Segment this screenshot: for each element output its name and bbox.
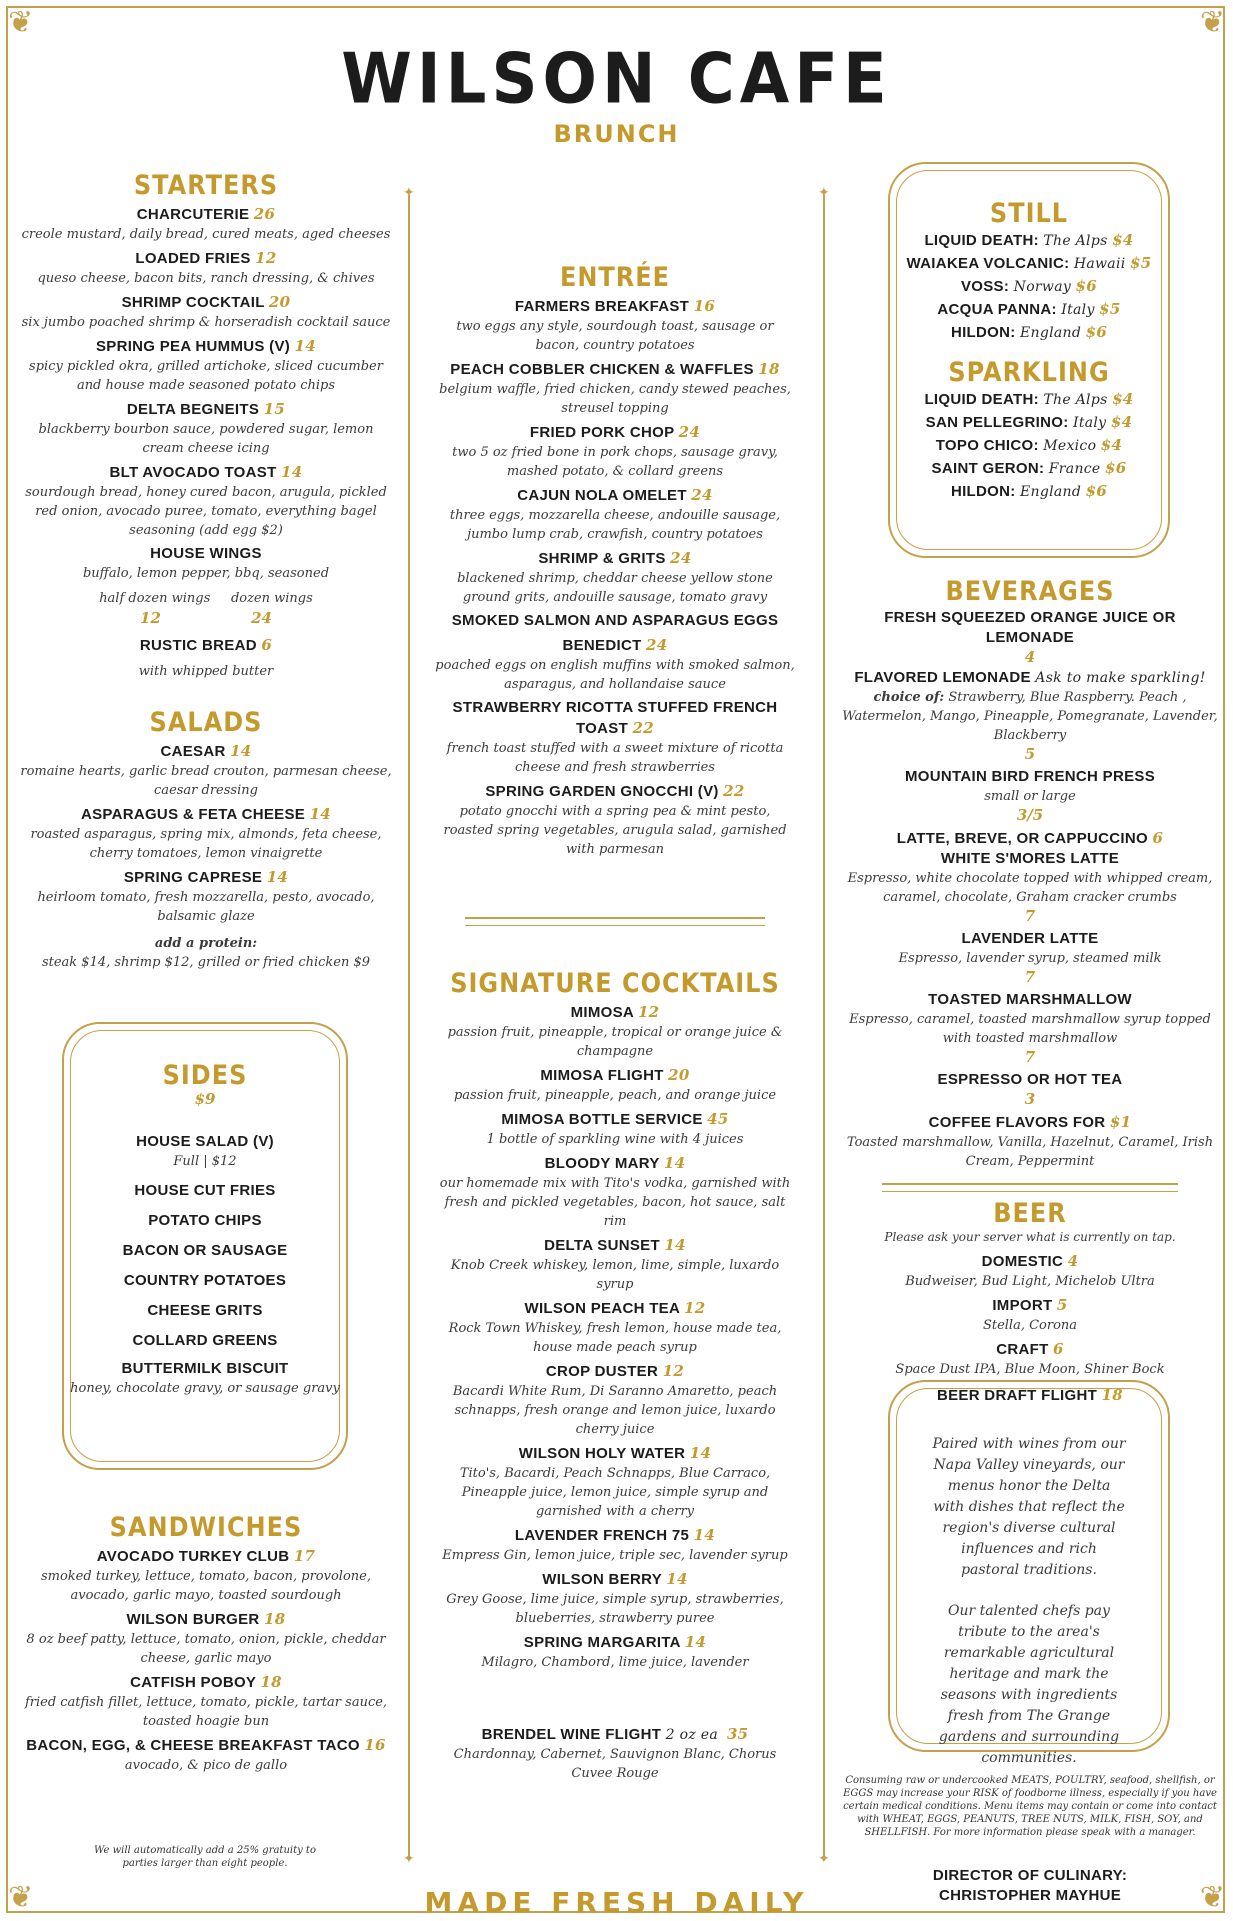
menu-item-label: SPRING PEA HUMMUS (V)	[95, 338, 291, 355]
menu-item-desc: poached eggs on english muffins with smoked salmon, asparagus, and hollandaise sauce	[435, 658, 795, 692]
menu-item-price: 7	[1024, 907, 1036, 925]
menu-item-desc: small or large	[984, 789, 1076, 804]
starters-list	[16, 204, 396, 583]
menu-item-name	[435, 1109, 795, 1130]
menu-item-label: CAJUN NOLA OMELET	[517, 487, 687, 504]
water-name: SAN PELLEGRINO:	[925, 414, 1069, 431]
menu-item-desc: heirloom tomato, fresh mozzarella, pesto, avocado, balsamic glaze	[37, 890, 375, 924]
menu-item-desc: Empress Gin, lemon juice, triple sec, lavender syrup	[442, 1548, 788, 1563]
menu-item-desc: Tito's, Bacardi, Peach Schnapps, Blue Carraco, Pineapple juice, lemon juice, simple syrup and garnished with a cherry	[459, 1466, 771, 1519]
menu-item-price: 15	[263, 400, 286, 418]
menu-item-price: 14	[309, 805, 332, 823]
menu-item-name	[435, 485, 795, 506]
menu-item-label: CHARCUTERIE	[136, 206, 250, 223]
entree-list	[435, 296, 795, 859]
menu-item-price: 20	[668, 1066, 690, 1084]
lemonade-note: Ask to make sparkling!	[1035, 670, 1206, 686]
menu-item-name	[16, 1672, 396, 1693]
water-item	[890, 435, 1168, 456]
menu-item-label: BENEDICT	[562, 637, 642, 654]
water-name: WAIAKEA VOLCANIC:	[906, 255, 1070, 272]
sandwiches-list	[16, 1546, 396, 1775]
water-origin: Italy	[1072, 415, 1107, 431]
menu-item-name	[16, 741, 396, 762]
menu-item-desc: buffalo, lemon pepper, bbq, seasoned	[82, 566, 330, 581]
menu-item-desc: Budweiser, Bud Light, Michelob Ultra	[905, 1274, 1155, 1289]
cafe-title: WILSON CAFE	[341, 40, 892, 120]
water-name: LIQUID DEATH:	[924, 232, 1039, 249]
water-frame	[888, 162, 1170, 558]
menu-item-label: DELTA BEGNEITS	[126, 401, 260, 418]
menu-item-price: 14	[281, 463, 303, 481]
menu-item-name	[435, 1153, 795, 1174]
sides-list	[64, 1181, 346, 1351]
wine-price: 35	[726, 1725, 749, 1743]
water-item	[890, 412, 1168, 433]
menu-item-desc: Grey Goose, lime juice, simple syrup, strawberries, blueberries, strawberry puree	[446, 1592, 784, 1626]
menu-item-desc: Espresso, white chocolate topped with whipped cream, caramel, chocolate, Graham cracker crumbs	[847, 871, 1213, 905]
menu-item-desc: Espresso, caramel, toasted marshmallow syrup topped with toasted marshmallow	[849, 1012, 1211, 1046]
menu-item-label: HOUSE WINGS	[150, 545, 262, 562]
menu-item-price: 12	[684, 1299, 706, 1317]
water-price: $5	[1129, 254, 1152, 272]
menu-item-label: SPRING CAPRESE	[123, 869, 263, 886]
divider-tip-icon: ✦	[403, 185, 415, 201]
allergen-disclaimer: Consuming raw or undercooked MEATS, POULTRY, seafood, shellfish, or EGGS may increase your RISK of foodborne illness, especially if you have certain medical conditions. Menu items may contain or come into contact with WHEAT, EGGS, PEANUTS, TREE NUTS, MILK, FISH, SOY, and SHELLFISH. For more information please speak with a manager.	[843, 1775, 1217, 1838]
water-item	[890, 230, 1168, 251]
menu-item-price: 7	[1024, 1048, 1036, 1066]
menu-item-price: 20	[268, 293, 291, 311]
menu-item-price: 24	[646, 636, 668, 654]
menu-item-name	[16, 1546, 396, 1567]
menu-item-label: LOADED FRIES	[135, 250, 251, 267]
menu-item-name: TOASTED MARSHMALLOW	[928, 991, 1132, 1008]
section-title-sparkling: SPARKLING	[948, 356, 1110, 388]
sides-frame	[62, 1022, 348, 1470]
menu-item-desc: Toasted marshmallow, Vanilla, Hazelnut, Caramel, Irish Cream, Peppermint	[846, 1135, 1214, 1169]
divider-tip-icon: ✦	[818, 1851, 830, 1867]
divider-tip-icon: ✦	[818, 185, 830, 201]
section-title-still: STILL	[989, 197, 1069, 229]
menu-item-label: WILSON BURGER	[126, 1611, 260, 1628]
water-origin: Hawaii	[1073, 256, 1126, 272]
menu-item-price: 17	[293, 1547, 316, 1565]
menu-item-price: 12	[255, 249, 277, 267]
menu-item-desc: Knob Creek whiskey, lemon, lime, simple, luxardo syrup	[450, 1258, 780, 1292]
menu-item-price: 4	[1067, 1252, 1079, 1270]
salads-list	[16, 741, 396, 926]
dozen-label: dozen wings	[230, 591, 313, 606]
middle-column	[435, 262, 795, 1783]
corner-ornament-icon: ❦	[1199, 5, 1225, 40]
menu-item-price: 45	[707, 1110, 729, 1128]
water-item	[890, 389, 1168, 410]
menu-item-name: LAVENDER LATTE	[961, 930, 1099, 947]
menu-item-name	[435, 635, 795, 656]
wine-desc: Chardonnay, Cabernet, Sauvignon Blanc, Chorus Cuvee Rouge	[453, 1747, 777, 1781]
menu-item-label: BACON, EGG, & CHEESE BREAKFAST TACO	[26, 1737, 360, 1754]
menu-item-name	[16, 804, 396, 825]
menu-item-label: MIMOSA BOTTLE SERVICE	[501, 1111, 703, 1128]
water-price: $4	[1112, 231, 1134, 249]
cocktails-list	[435, 1002, 795, 1672]
menu-item-name: HOUSE SALAD (V)	[136, 1133, 274, 1150]
section-title-salads: SALADS	[149, 706, 263, 738]
menu-item-name	[435, 359, 795, 380]
water-name: ACQUA PANNA:	[937, 301, 1057, 318]
water-name: LIQUID DEATH:	[924, 391, 1039, 408]
menu-item-desc: Bacardi White Rum, Di Saranno Amaretto, peach schnapps, fresh orange and lemon juice, luxardo cherry juice	[452, 1384, 778, 1437]
menu-item-label: IMPORT	[992, 1297, 1053, 1314]
menu-item-label: CAESAR	[160, 743, 226, 760]
menu-item-name	[435, 1235, 795, 1256]
menu-item-name	[435, 698, 795, 739]
menu-item-name	[435, 1525, 795, 1546]
gratuity-note: We will automatically add a 25% gratuity to parties larger than eight people.	[94, 1845, 316, 1869]
about-frame	[888, 1380, 1170, 1766]
menu-item-name	[842, 1339, 1218, 1360]
water-item	[890, 481, 1168, 502]
side-item: CHEESE GRITS	[147, 1302, 263, 1319]
water-price: $5	[1099, 300, 1121, 318]
menu-item-desc: Space Dust IPA, Blue Moon, Shiner Bock	[895, 1362, 1165, 1377]
menu-item-name	[16, 462, 396, 483]
wine-size: 2 oz ea	[665, 1727, 718, 1743]
menu-item-name: WHITE S'MORES LATTE	[940, 850, 1120, 867]
menu-item-desc: two eggs any style, sourdough toast, sausage or bacon, country potatoes	[456, 319, 774, 353]
wings-options	[16, 589, 396, 608]
water-item	[890, 299, 1168, 320]
menu-item-desc: three eggs, mozzarella cheese, andouille sausage, jumbo lump crab, crawfish, country potatoes	[449, 508, 781, 542]
menu-item-price: 22	[723, 782, 745, 800]
menu-item-price: 5	[1056, 1296, 1068, 1314]
water-origin: Mexico	[1043, 438, 1097, 454]
menu-item-name: FLAVORED LEMONADE Ask to make sparkling!	[854, 669, 1206, 686]
left-column	[16, 170, 396, 972]
water-price: $4	[1112, 390, 1134, 408]
menu-item-label: ASPARAGUS & FETA CHEESE	[80, 806, 306, 823]
menu-item-label: LAVENDER FRENCH 75	[514, 1527, 690, 1544]
menu-item-label: WILSON HOLY WATER	[518, 1445, 686, 1462]
menu-item-price: 18	[264, 1610, 286, 1628]
section-title-entree: ENTRÉE	[559, 261, 671, 293]
menu-item-price: 24	[670, 549, 692, 567]
menu-item-name	[16, 544, 396, 564]
menu-item-price: 22	[632, 719, 654, 737]
about-paragraph: Paired with wines from our Napa Valley vineyards, our menus honor the Delta with dishes that reflect the region's diverse cultural influences and rich pastoral traditions.	[932, 1436, 1126, 1578]
menu-item-desc: 8 oz beef patty, lettuce, tomato, onion, pickle, cheddar cheese, garlic mayo	[26, 1632, 386, 1666]
menu-item-name	[842, 1251, 1218, 1272]
menu-item-name	[16, 204, 396, 225]
menu-item-name	[16, 336, 396, 357]
section-title-sides: SIDES	[162, 1059, 248, 1091]
menu-item-desc: blackened shrimp, cheddar cheese yellow stone ground grits, andouille sausage, tomato gravy	[457, 571, 773, 605]
menu-item-name: COFFEE FLAVORS FOR $1	[928, 1113, 1132, 1131]
menu-item-name	[435, 1002, 795, 1023]
menu-item-name	[435, 296, 795, 317]
director-label: DIRECTOR OF CULINARY:	[932, 1867, 1128, 1884]
menu-item-desc: queso cheese, bacon bits, ranch dressing, & chives	[37, 271, 375, 286]
menu-item-desc: Milagro, Chambord, lime juice, lavender	[481, 1655, 749, 1670]
side-item: COUNTRY POTATOES	[123, 1272, 287, 1289]
menu-subtitle: BRUNCH	[553, 120, 680, 148]
menu-item-price: 3/5	[1016, 806, 1044, 824]
menu-item-price: 24	[691, 486, 713, 504]
menu-item-price: 16	[693, 297, 716, 315]
menu-item-label: DELTA SUNSET	[544, 1237, 660, 1254]
menu-item-desc: french toast stuffed with a sweet mixture of ricotta cheese and fresh strawberries	[446, 741, 784, 775]
menu-item-price: 5	[1024, 745, 1036, 763]
menu-item-label: BLT AVOCADO TOAST	[109, 464, 277, 481]
menu-header	[0, 40, 1233, 148]
menu-item-name	[842, 1295, 1218, 1316]
side-item: HOUSE CUT FRIES	[134, 1182, 276, 1199]
about-paragraph: Our talented chefs pay tribute to the area's remarkable agricultural heritage and mark the seasons with ingredients fresh from The Grange gardens and surrounding communities.	[938, 1603, 1120, 1766]
menu-item-desc: two 5 oz fried bone in pork chops, sausage gravy, mashed potato, & collard greens	[452, 445, 778, 479]
menu-item-name	[435, 611, 795, 631]
section-title-sandwiches: SANDWICHES	[109, 1511, 303, 1543]
water-origin: Italy	[1061, 302, 1095, 318]
beer-note: Please ask your server what is currently on tap.	[884, 1230, 1176, 1244]
menu-item-desc: potato gnocchi with a spring pea & mint pesto, roasted spring vegetables, arugula salad, garnished with parmesan	[443, 804, 787, 857]
menu-item-label: PEACH COBBLER CHICKEN & WAFFLES	[450, 361, 754, 378]
footer-slogan: MADE FRESH DAILY	[424, 1886, 809, 1919]
menu-item-name: FRESH SQUEEZED ORANGE JUICE OR LEMONADE	[884, 609, 1176, 646]
sides-price: $9	[194, 1090, 216, 1108]
menu-item-name: MOUNTAIN BIRD FRENCH PRESS	[904, 768, 1156, 785]
beverages-block	[842, 576, 1218, 1406]
menu-item-label: SMOKED SALMON AND ASPARAGUS EGGS	[451, 612, 779, 629]
menu-item-label: FRIED PORK CHOP	[529, 424, 675, 441]
water-origin: France	[1048, 461, 1101, 477]
water-price: $6	[1104, 459, 1127, 477]
menu-item-name	[16, 248, 396, 269]
water-price: $4	[1110, 413, 1133, 431]
menu-item-price: 6	[1053, 1340, 1064, 1358]
menu-item-label: CRAFT	[996, 1341, 1049, 1358]
section-divider	[465, 917, 765, 926]
water-price: $6	[1075, 277, 1098, 295]
wine-flight-name: BRENDEL WINE FLIGHT 2 oz ea 35	[481, 1725, 749, 1743]
menu-item-name	[435, 422, 795, 443]
half-dozen-price: 12	[140, 609, 161, 627]
column-divider	[823, 195, 825, 1857]
menu-item-price: 14	[666, 1570, 688, 1588]
menu-item-label: SHRIMP COCKTAIL	[121, 294, 265, 311]
water-origin: Norway	[1013, 279, 1072, 295]
side-item: COLLARD GREENS	[132, 1332, 278, 1349]
menu-item-label: FARMERS BREAKFAST	[514, 298, 690, 315]
menu-item-desc: spicy pickled okra, grilled artichoke, sliced cucumber and house made seasoned potato chips	[29, 359, 383, 393]
menu-item-price: 16	[364, 1736, 386, 1754]
menu-item-price: 7	[1024, 968, 1036, 986]
menu-item-desc: creole mustard, daily bread, cured meats, aged cheeses	[21, 227, 391, 242]
menu-item-label: DOMESTIC	[981, 1253, 1064, 1270]
half-dozen-label: half dozen wings	[99, 591, 211, 606]
menu-item-price: 14	[294, 337, 317, 355]
menu-item-price: 14	[664, 1236, 686, 1254]
menu-item-name: RUSTIC BREAD 6	[139, 636, 273, 654]
menu-item-name: ESPRESSO OR HOT TEA	[937, 1071, 1123, 1088]
water-name: HILDON:	[950, 483, 1016, 500]
menu-item-label: CATFISH POBOY	[130, 1674, 256, 1691]
water-origin: The Alps	[1043, 392, 1108, 408]
menu-item-name	[16, 1735, 396, 1756]
menu-item-label: WILSON BERRY	[542, 1571, 662, 1588]
menu-item-label: SPRING GARDEN GNOCCHI (V)	[485, 783, 719, 800]
menu-item-desc: sourdough bread, honey cured bacon, arugula, pickled red onion, avocado puree, tomato, everything bagel seasoning (add egg $2)	[25, 485, 387, 538]
menu-item-desc: Full | $12	[173, 1154, 237, 1169]
menu-item-label: CROP DUSTER	[545, 1363, 659, 1380]
menu-item-price: 3	[1024, 1090, 1036, 1108]
menu-item-name	[16, 399, 396, 420]
menu-item-price: 12	[662, 1362, 685, 1380]
menu-item-desc: 1 bottle of sparkling wine with 4 juices	[486, 1132, 744, 1147]
sandwiches-block	[16, 1512, 396, 1775]
protein-label: add a protein:	[154, 936, 258, 951]
menu-item-name: LATTE, BREVE, OR CAPPUCCINO 6	[896, 829, 1164, 847]
menu-item-price: 6	[261, 636, 273, 654]
water-price: $6	[1085, 482, 1108, 500]
water-name: HILDON:	[950, 324, 1016, 341]
section-title-beer: BEER	[993, 1197, 1067, 1229]
menu-item-price: 4	[1024, 648, 1036, 666]
menu-item-label: SHRIMP & GRITS	[538, 550, 666, 567]
menu-item-price: 18	[260, 1673, 282, 1691]
sparkling-list	[890, 389, 1168, 502]
menu-item-name	[435, 1298, 795, 1319]
menu-item-name	[435, 781, 795, 802]
protein-desc: steak $14, shrimp $12, grilled or fried chicken $9	[41, 955, 371, 970]
side-item: BACON OR SAUSAGE	[122, 1242, 288, 1259]
divider-tip-icon: ✦	[403, 1851, 415, 1867]
water-item	[890, 458, 1168, 479]
menu-item-price: 24	[678, 423, 701, 441]
water-origin: The Alps	[1043, 233, 1108, 249]
menu-item-name	[435, 1065, 795, 1086]
director-name: CHRISTOPHER MAYHUE	[938, 1887, 1122, 1904]
menu-item-desc: Rock Town Whiskey, fresh lemon, house made tea, house made peach syrup	[448, 1321, 782, 1355]
menu-item-desc: passion fruit, pineapple, peach, and orange juice	[453, 1088, 777, 1103]
menu-item-desc: our homemade mix with Tito's vodka, garnished with fresh and pickled vegetables, bacon, hot sauce, salt rim	[439, 1176, 791, 1229]
water-name: VOSS:	[960, 278, 1010, 295]
menu-item-desc: smoked turkey, lettuce, tomato, bacon, provolone, avocado, garlic mayo, toasted sourdough	[40, 1569, 371, 1603]
menu-item-label: SPRING MARGARITA	[523, 1634, 681, 1651]
menu-item-price: 18	[758, 360, 780, 378]
water-item	[890, 253, 1168, 274]
menu-item-desc: avocado, & pico de gallo	[124, 1758, 288, 1773]
menu-item-desc: choice of: Strawberry, Blue Raspberry. Peach , Watermelon, Mango, Pineapple, Pomegranate, Lavender, Blackberry	[842, 690, 1218, 743]
menu-item-price: 14	[689, 1444, 712, 1462]
still-list	[890, 230, 1168, 343]
menu-item-desc: six jumbo poached shrimp & horseradish cocktail sauce	[21, 315, 391, 330]
menu-item-price: 14	[230, 742, 252, 760]
water-price: $4	[1100, 436, 1123, 454]
corner-ornament-icon: ❦	[1199, 1880, 1225, 1915]
section-title-beverages: BEVERAGES	[945, 575, 1115, 607]
menu-item-name	[435, 1569, 795, 1590]
menu-item-desc: roasted asparagus, spring mix, almonds, feta cheese, cherry tomatoes, lemon vinaigrette	[30, 827, 382, 861]
menu-item-name	[16, 867, 396, 888]
menu-item-name	[435, 1632, 795, 1653]
water-origin: England	[1020, 325, 1082, 341]
section-title-starters: STARTERS	[133, 169, 279, 201]
menu-item-price: 14	[663, 1154, 686, 1172]
menu-item-label: WILSON PEACH TEA	[524, 1300, 680, 1317]
dozen-price: 24	[251, 609, 272, 627]
menu-item-desc: blackberry bourbon sauce, powdered sugar, lemon cream cheese icing	[38, 422, 374, 456]
menu-item-name	[16, 1609, 396, 1630]
beer-list	[842, 1251, 1218, 1379]
menu-item-label: AVOCADO TURKEY CLUB	[96, 1548, 290, 1565]
menu-item-price: 14	[266, 868, 289, 886]
menu-item-label: MIMOSA FLIGHT	[540, 1067, 664, 1084]
menu-item-desc: with whipped butter	[138, 664, 274, 679]
wings-prices	[16, 608, 396, 627]
menu-item-name	[16, 292, 396, 313]
menu-item-name: BUTTERMILK BISCUIT	[121, 1360, 289, 1377]
menu-item-name	[435, 1361, 795, 1382]
menu-item-label: BLOODY MARY	[544, 1155, 660, 1172]
choice-label: choice of:	[873, 690, 945, 705]
section-divider	[882, 1183, 1178, 1192]
menu-item-desc: fried catfish fillet, lettuce, tomato, pickle, tartar sauce, toasted hoagie bun	[24, 1695, 388, 1729]
menu-item-desc: Stella, Corona	[982, 1318, 1078, 1333]
water-name: TOPO CHICO:	[935, 437, 1039, 454]
water-origin: England	[1020, 484, 1082, 500]
side-item: POTATO CHIPS	[148, 1212, 262, 1229]
menu-item-price: 26	[253, 205, 276, 223]
menu-item-desc: passion fruit, pineapple, tropical or orange juice & champagne	[447, 1025, 783, 1059]
menu-item-desc: honey, chocolate gravy, or sausage gravy	[70, 1381, 340, 1396]
menu-item-desc: belgium waffle, fried chicken, candy stewed peaches, streusel topping	[439, 382, 791, 416]
menu-item-desc: romaine hearts, garlic bread crouton, parmesan cheese, caesar dressing	[20, 764, 392, 798]
menu-item-price: 12	[637, 1003, 660, 1021]
corner-ornament-icon: ❦	[8, 5, 34, 40]
menu-item-name	[435, 548, 795, 569]
column-divider	[408, 195, 410, 1857]
water-item	[890, 322, 1168, 343]
menu-item-label: STRAWBERRY RICOTTA STUFFED FRENCH TOAST	[452, 699, 778, 737]
menu-item-name: BEER DRAFT FLIGHT 18	[936, 1386, 1124, 1404]
menu-item-label: MIMOSA	[570, 1004, 634, 1021]
water-name: SAINT GERON:	[931, 460, 1045, 477]
menu-item-price: 14	[684, 1633, 707, 1651]
corner-ornament-icon: ❦	[8, 1880, 34, 1915]
menu-item-price: 14	[693, 1526, 716, 1544]
water-price: $6	[1085, 323, 1108, 341]
menu-item-desc: Espresso, lavender syrup, steamed milk	[898, 951, 1162, 966]
section-title-cocktails: SIGNATURE COCKTAILS	[450, 967, 780, 999]
menu-item-name	[435, 1443, 795, 1464]
water-item	[890, 276, 1168, 297]
